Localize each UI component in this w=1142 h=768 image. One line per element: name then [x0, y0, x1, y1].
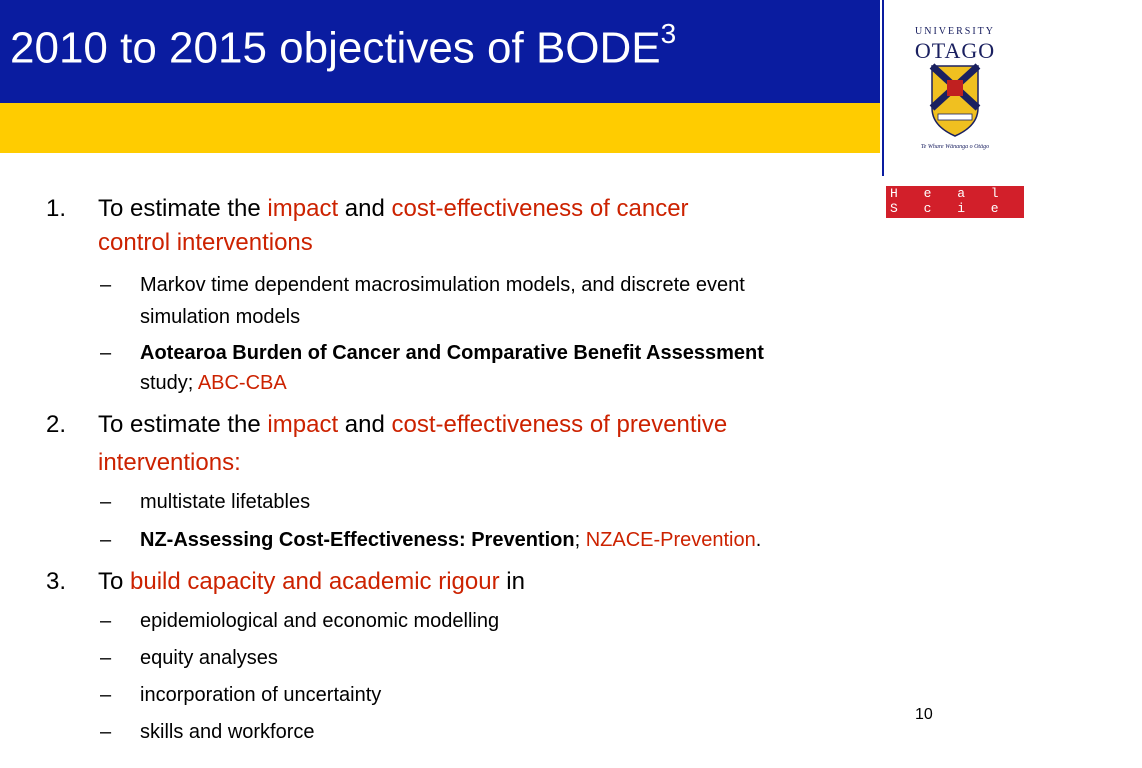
sub-item-text — [140, 338, 940, 368]
text-plain: study; — [140, 372, 198, 394]
sub-item-text: incorporation of uncertainty — [140, 684, 382, 706]
sub-item-text: multistate lifetables — [140, 491, 311, 513]
text-highlight: NZACE-Prevention — [585, 529, 756, 551]
health-text: H e a l t h — [890, 186, 1075, 201]
bold-text: NZ-Assessing Cost-Effectiveness: Prevention — [140, 529, 575, 551]
sub-item-text — [140, 525, 940, 555]
sub-item-text: skills and workforce — [140, 721, 315, 743]
text-highlight: cost-effectiveness of preventive — [391, 411, 728, 438]
logo-university-text: UNIVERSITY — [915, 26, 995, 37]
text-plain: . — [755, 529, 762, 551]
logo-motto: Te Whare Wānanga o Otāgo — [920, 144, 990, 150]
dash-bullet: – — [100, 342, 112, 364]
text-highlight: cost-effectiveness of cancer — [391, 195, 689, 222]
sub-item-text: equity analyses — [140, 647, 278, 669]
title-superscript: 3 — [660, 18, 677, 49]
logo-otago-word: OTAGO — [914, 38, 996, 63]
page-number: 10 — [915, 706, 933, 723]
dash-bullet: – — [100, 274, 112, 296]
dash-bullet: – — [100, 610, 112, 632]
text-highlight: control interventions — [98, 229, 313, 256]
sciences-text: S c i e n c e s — [890, 201, 1142, 216]
objective-number: 3. — [46, 568, 67, 595]
dash-bullet: – — [100, 491, 112, 513]
title-text: 2010 to 2015 objectives of BODE — [10, 23, 661, 73]
text-highlight: interventions: — [98, 449, 241, 476]
dash-bullet: – — [100, 684, 112, 706]
bold-text: Aotearoa Burden of Cancer and Comparative Benefit Assessment — [140, 342, 764, 364]
text-highlight: impact — [267, 411, 339, 438]
objective-text — [98, 565, 888, 599]
dash-bullet: – — [100, 647, 112, 669]
text-plain: and — [338, 411, 392, 438]
objective-text — [98, 192, 888, 226]
text-plain: To estimate the — [98, 411, 268, 438]
objective-text — [98, 408, 888, 442]
text-highlight: ABC-CBA — [197, 372, 287, 394]
text-highlight: impact — [267, 195, 339, 222]
dash-bullet: – — [100, 529, 112, 551]
objective-number: 2. — [46, 411, 67, 438]
text-plain: ; — [574, 529, 586, 551]
text-plain: To — [98, 568, 131, 595]
dash-bullet: – — [100, 721, 112, 743]
text-plain: To estimate the — [98, 195, 268, 222]
sub-item-text — [140, 368, 940, 398]
text-highlight: build capacity and academic rigour — [130, 568, 500, 595]
sub-item-text: simulation models — [140, 306, 301, 328]
text-plain: and — [338, 195, 392, 222]
sub-item-text: epidemiological and economic modelling — [140, 610, 500, 632]
sub-item-text: Markov time dependent macrosimulation models, and discrete event — [140, 274, 745, 296]
objective-number: 1. — [46, 195, 67, 222]
text-plain: in — [499, 568, 525, 595]
